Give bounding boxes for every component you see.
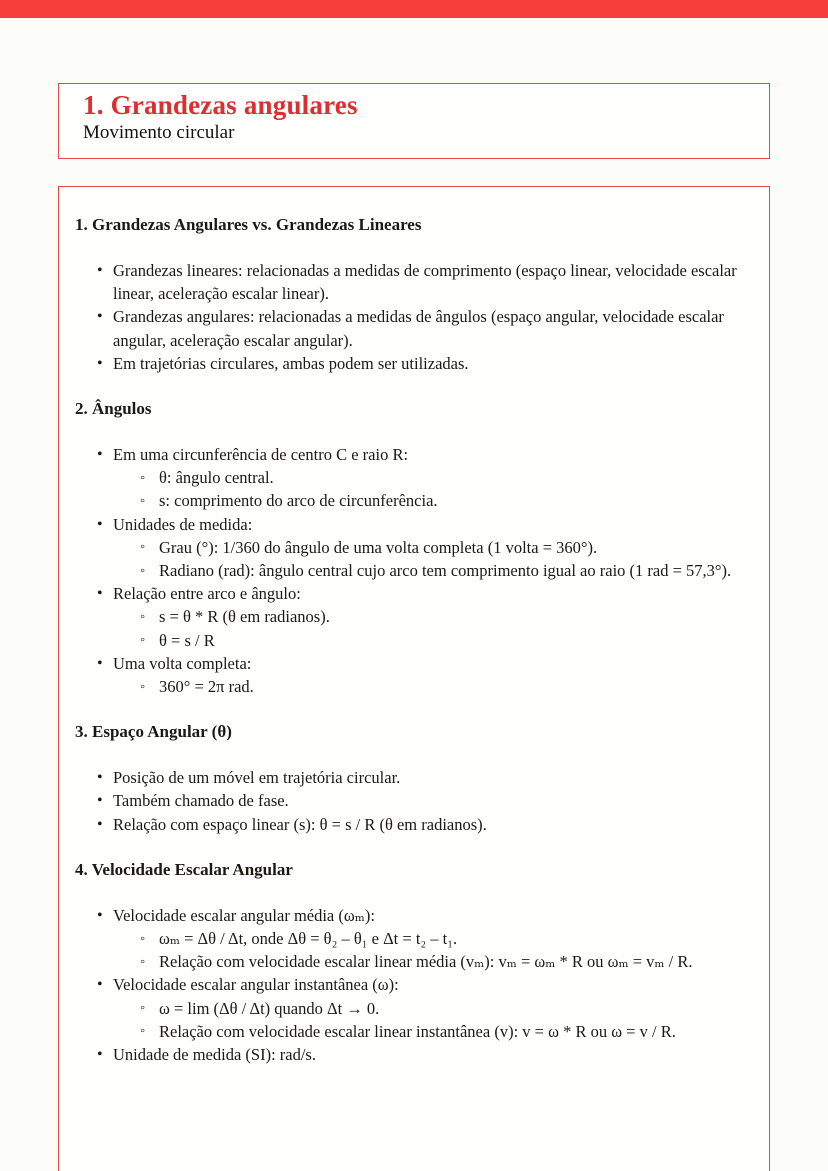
section-velocidade-angular xyxy=(59,858,769,1066)
list-item: • Unidades de medida: xyxy=(59,513,769,536)
list-item: • Em trajetórias circulares, ambas podem ser utilizadas. xyxy=(59,352,769,375)
list-item: • Uma volta completa: xyxy=(59,652,769,675)
list-item: • Grandezas angulares: relacionadas a medidas de ângulos (espaço angular, velocidade escalar angular, aceleração escalar angular). xyxy=(59,305,769,351)
bullet-list xyxy=(59,766,769,836)
list-item: ◦ s: comprimento do arco de circunferência. xyxy=(59,489,769,512)
bullet-list xyxy=(59,259,769,375)
list-item: • Velocidade escalar angular instantânea (ω): xyxy=(59,973,769,996)
top-accent-bar xyxy=(0,0,828,18)
list-item: • Grandezas lineares: relacionadas a medidas de comprimento (espaço linear, velocidade escalar linear, aceleração escalar linear). xyxy=(59,259,769,305)
list-item: ◦ θ: ângulo central. xyxy=(59,466,769,489)
list-item: ◦ Grau (°): 1/360 do ângulo de uma volta completa (1 volta = 360°). xyxy=(59,536,769,559)
list-item: ◦ s = θ * R (θ em radianos). xyxy=(59,605,769,628)
section-espaco-angular xyxy=(59,720,769,836)
section-heading: 2. Ângulos xyxy=(75,399,152,419)
section-angulos xyxy=(59,397,769,698)
list-item: • Velocidade escalar angular média (ωₘ): xyxy=(59,904,769,927)
list-item: ◦ ω = lim (Δθ / Δt) quando Δt → 0. xyxy=(59,997,769,1020)
bullet-list xyxy=(59,443,769,698)
section-heading: 4. Velocidade Escalar Angular xyxy=(75,859,293,879)
list-item: ◦ Relação com velocidade escalar linear média (vₘ): vₘ = ωₘ * R ou ωₘ = vₘ / R. xyxy=(59,950,769,973)
list-item: ◦ θ = s / R xyxy=(59,629,769,652)
list-item: ◦ ωₘ = Δθ / Δt, onde Δθ = θ₂ – θ₁ e Δt = t₂ – t₁. xyxy=(59,927,769,950)
content-box xyxy=(58,186,770,1171)
list-item: ◦ Radiano (rad): ângulo central cujo arco tem comprimento igual ao raio (1 rad = 57,3°). xyxy=(59,559,769,582)
list-item: • Relação entre arco e ângulo: xyxy=(59,582,769,605)
title-box xyxy=(58,83,770,159)
list-item: ◦ 360° = 2π rad. xyxy=(59,675,769,698)
page-title: 1. Grandezas angulares xyxy=(83,90,358,120)
list-item: ◦ Relação com velocidade escalar linear instantânea (v): v = ω * R ou ω = v / R. xyxy=(59,1020,769,1043)
list-item: • Relação com espaço linear (s): θ = s / R (θ em radianos). xyxy=(59,813,769,836)
list-item: • Em uma circunferência de centro C e raio R: xyxy=(59,443,769,466)
section-grandezas-vs-lineares xyxy=(59,213,769,375)
section-heading: 1. Grandezas Angulares vs. Grandezas Lineares xyxy=(75,215,422,234)
list-item: • Também chamado de fase. xyxy=(59,789,769,812)
page-subtitle: Movimento circular xyxy=(83,122,235,143)
list-item: • Posição de um móvel em trajetória circular. xyxy=(59,766,769,789)
bullet-list xyxy=(59,904,769,1066)
list-item: • Unidade de medida (SI): rad/s. xyxy=(59,1043,769,1066)
section-heading: 3. Espaço Angular (θ) xyxy=(75,722,232,742)
